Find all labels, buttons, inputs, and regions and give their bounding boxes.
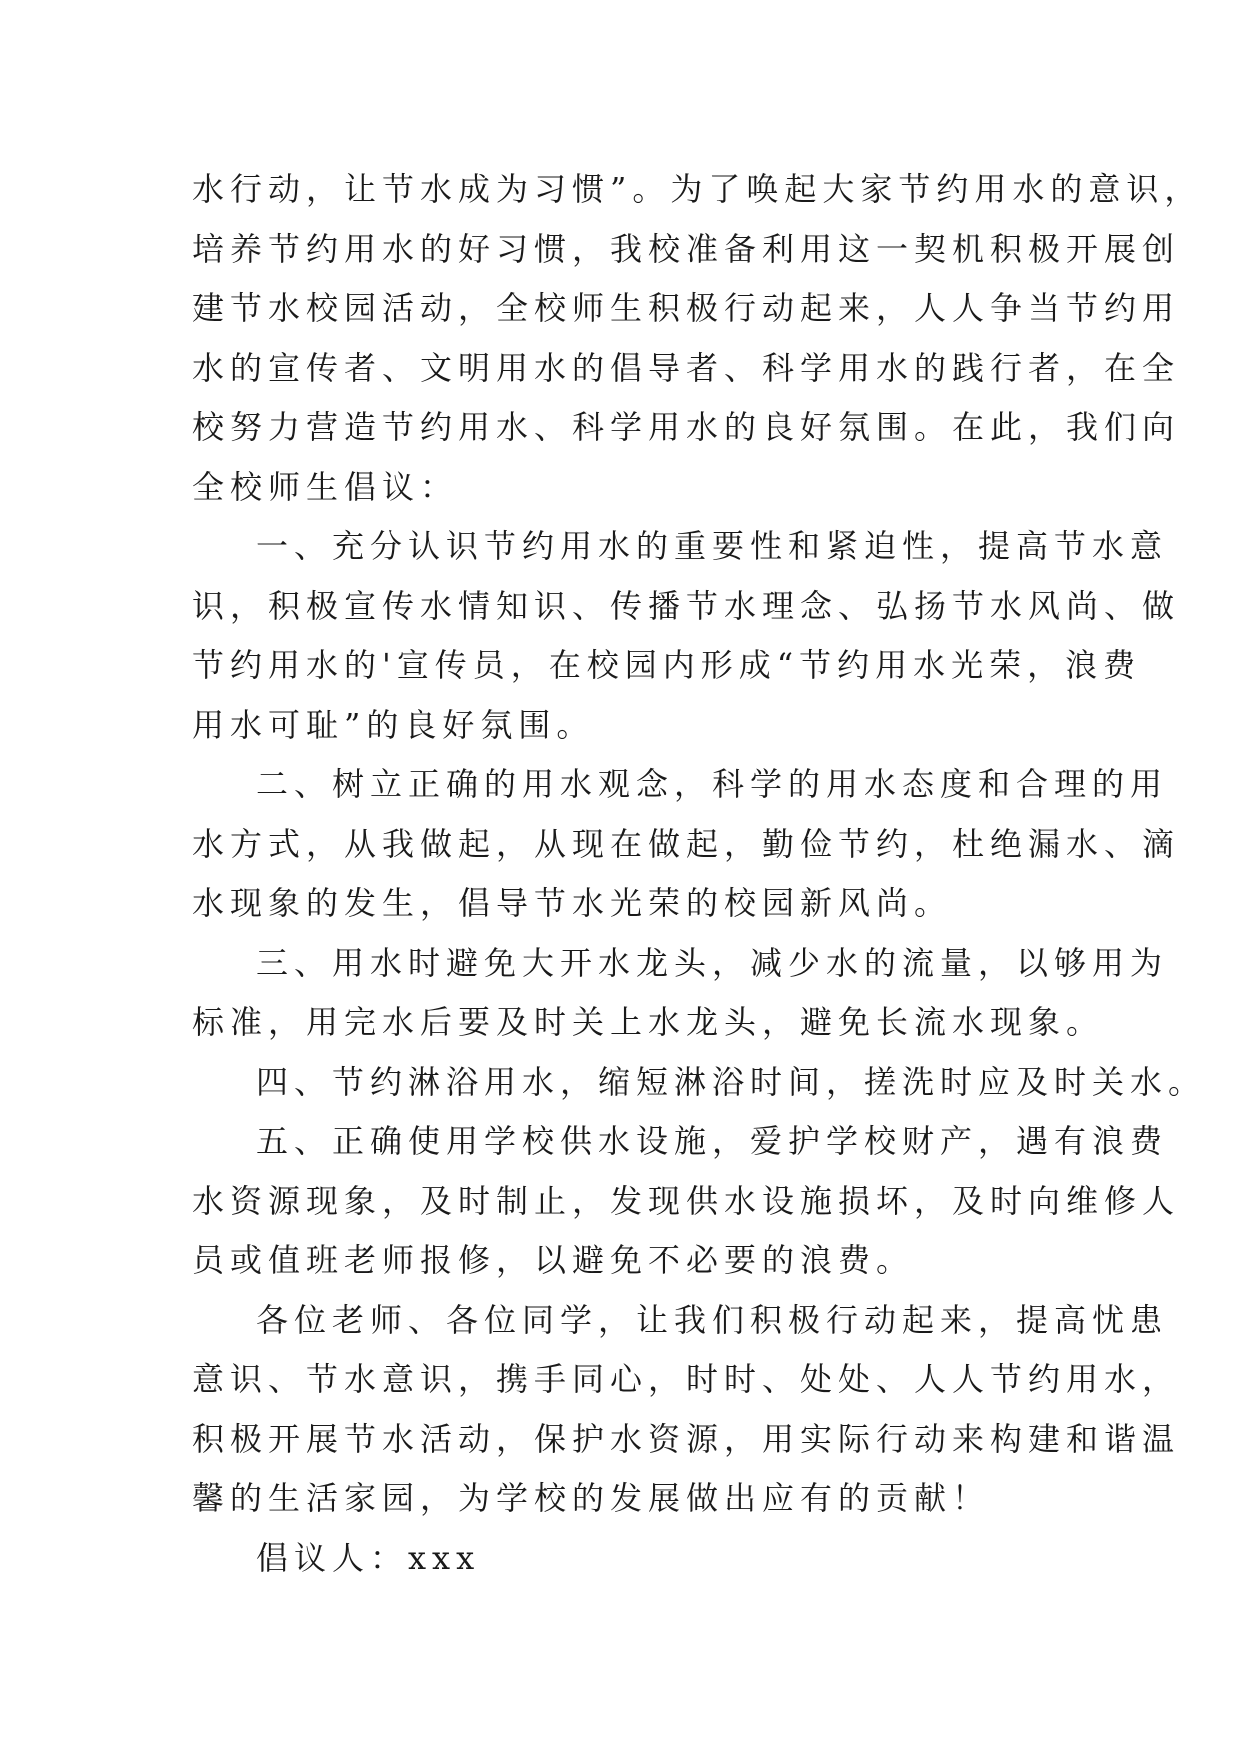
- text-line: 水的宣传者、文明用水的倡导者、科学用水的践行者，在全: [192, 348, 1181, 387]
- text-line: 建节水校园活动，全校师生积极行动起来，人人争当节约用: [192, 289, 1181, 327]
- text-line: 三、用水时避免大开水龙头，减少水的流量，以够用为: [256, 943, 1169, 982]
- text-line: 各位老师、各位同学，让我们积极行动起来，提高忧患: [256, 1300, 1169, 1339]
- text-line: 五、正确使用学校供水设施，爱护学校财产，遇有浪费: [256, 1122, 1169, 1160]
- text-line: 一、充分认识节约用水的重要性和紧迫性，提高节水意: [256, 527, 1169, 565]
- text-line: 水资源现象，及时制止，发现供水设施损坏，及时向维修人: [192, 1181, 1181, 1220]
- text-line: 培养节约用水的好习惯，我校准备利用这一契机积极开展创: [192, 229, 1181, 268]
- text-line: 全校师生倡议：: [192, 467, 459, 506]
- text-line: 馨的生活家园，为学校的发展做出应有的贡献！: [192, 1479, 991, 1517]
- text-line: 标准，用完水后要及时关上水龙头，避免长流水现象。: [192, 1003, 1105, 1041]
- text-line: 水行动，让节水成为习惯”。为了唤起大家节约用水的意识，: [192, 170, 1203, 208]
- document-body: [192, 160, 1207, 1588]
- text-line: 用水可耻”的良好氛围。: [192, 705, 595, 744]
- signature-line: 倡议人：xxx: [256, 1538, 481, 1577]
- text-line: 员或值班老师报修，以避免不必要的浪费。: [192, 1241, 915, 1279]
- text-line: 意识、节水意识，携手同心，时时、处处、人人节约用水，: [192, 1360, 1181, 1398]
- text-line: 二、树立正确的用水观念，科学的用水态度和合理的用: [256, 765, 1169, 803]
- text-line: 校努力营造节约用水、科学用水的良好氛围。在此，我们向: [192, 408, 1181, 446]
- text-line: 识，积极宣传水情知识、传播节水理念、弘扬节水风尚、做: [192, 586, 1181, 625]
- text-line: 积极开展节水活动，保护水资源，用实际行动来构建和谐温: [192, 1419, 1181, 1458]
- text-line: 四、节约淋浴用水，缩短淋浴时间，搓洗时应及时关水。: [256, 1062, 1207, 1101]
- text-line: 水现象的发生，倡导节水光荣的校园新风尚。: [192, 884, 953, 922]
- text-line: 节约用水的'宣传员，在校园内形成“节约用水光荣，浪费: [192, 646, 1142, 684]
- text-line: 水方式，从我做起，从现在做起，勤俭节约，杜绝漏水、滴: [192, 824, 1181, 863]
